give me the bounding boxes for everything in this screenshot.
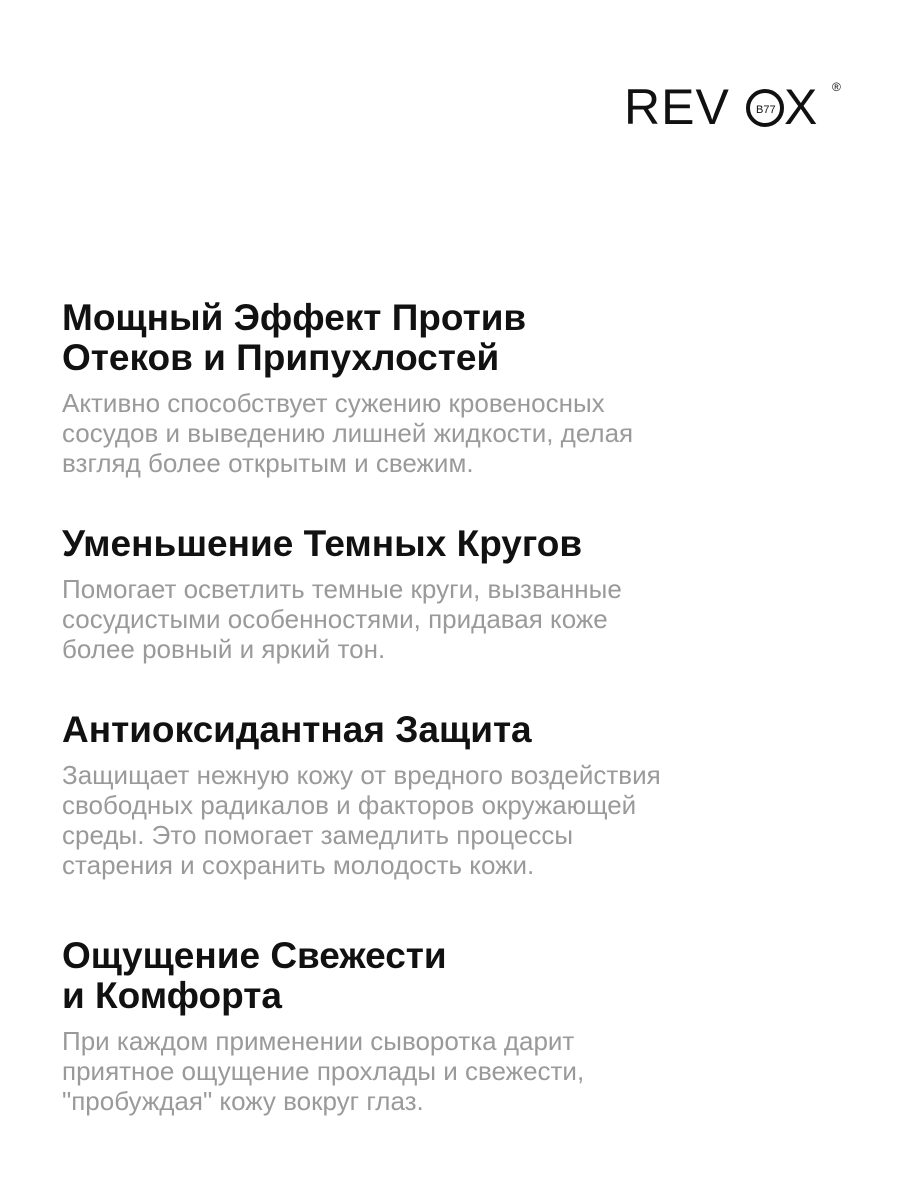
benefit-heading: Мощный Эффект Против Отеков и Припухлостей bbox=[62, 297, 527, 378]
benefit-description: Защищает нежную кожу от вредного воздействия свободных радикалов и факторов окружающей среды. Это помогает замедлить процессы старения и сохранить молодость кожи. bbox=[62, 760, 661, 880]
benefit-description: Помогает осветлить темные круги, вызванные сосудистыми особенностями, придавая коже более ровный и яркий тон. bbox=[62, 574, 622, 664]
benefit-antioxidant bbox=[62, 710, 852, 880]
revox-logo bbox=[624, 78, 846, 132]
benefit-description: При каждом применении сыворотка дарит приятное ощущение прохлады и свежести, "пробуждая" кожу вокруг глаз. bbox=[62, 1026, 585, 1116]
benefit-heading: Уменьшение Темных Кругов bbox=[62, 523, 583, 564]
svg-text:X: X bbox=[784, 79, 818, 132]
benefit-swelling bbox=[62, 298, 852, 478]
benefit-description: Активно способствует сужению кровеносных сосудов и выведению лишней жидкости, делая взгляд более открытым и свежим. bbox=[62, 388, 634, 478]
benefit-freshness bbox=[62, 936, 852, 1116]
benefit-dark-circles bbox=[62, 524, 852, 664]
benefit-heading: Антиоксидантная Защита bbox=[62, 709, 532, 750]
svg-text:B77: B77 bbox=[756, 104, 776, 116]
benefit-heading: Ощущение Свежести и Комфорта bbox=[62, 935, 447, 1016]
svg-text:®: ® bbox=[832, 80, 841, 94]
svg-text:REV: REV bbox=[624, 79, 730, 132]
